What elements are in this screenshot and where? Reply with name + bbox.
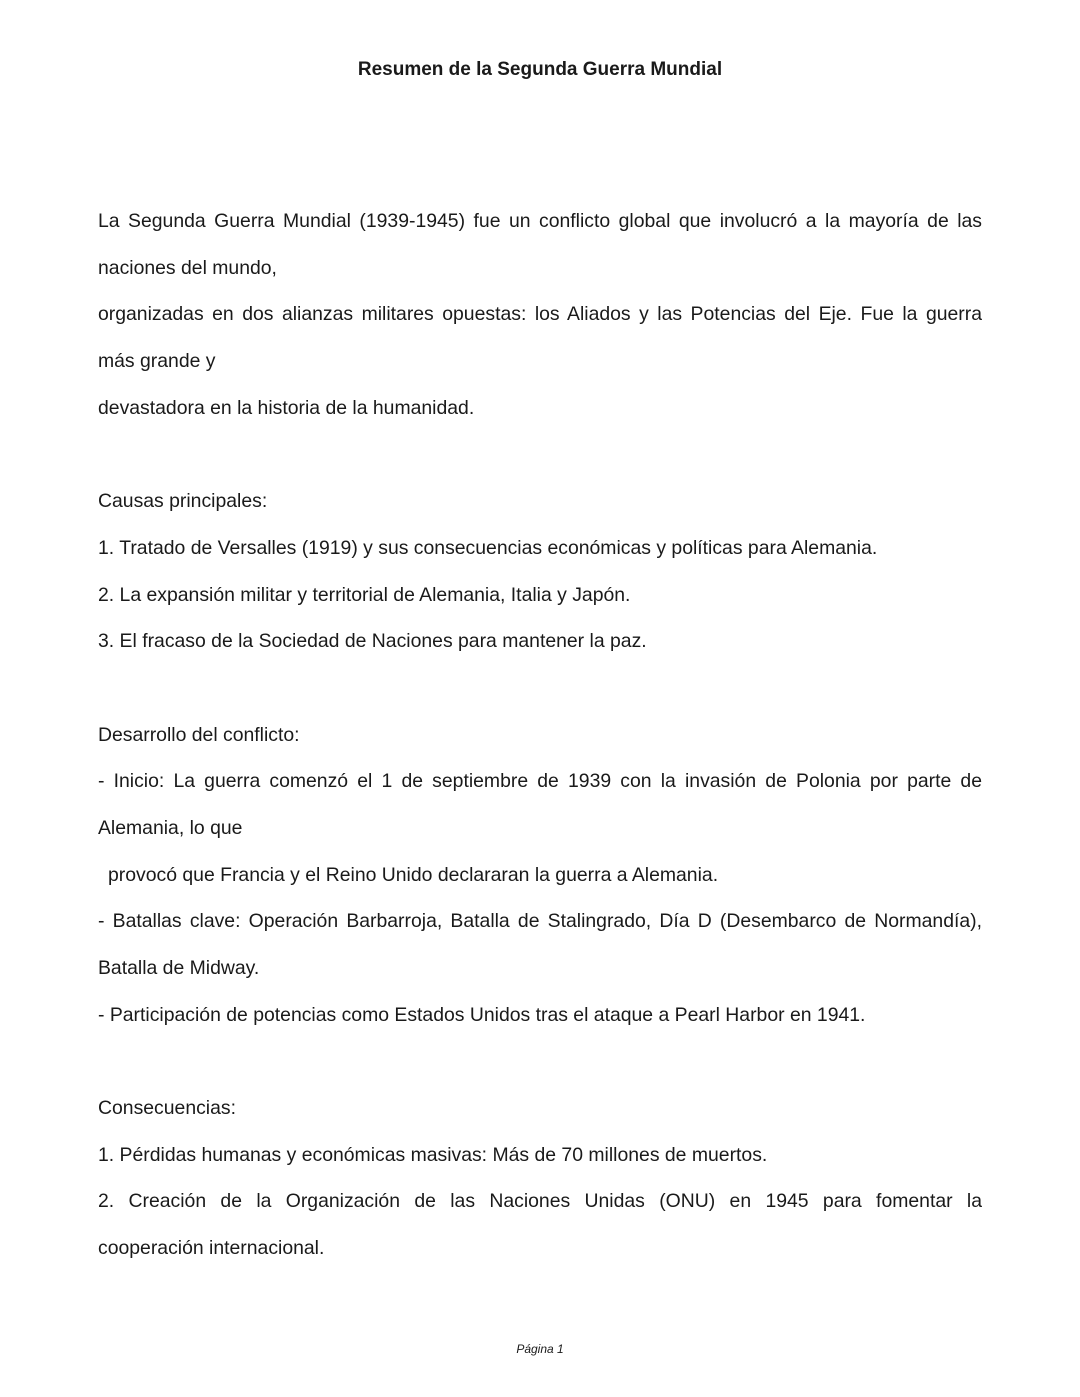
cause-item: 2. La expansión militar y territorial de Alemania, Italia y Japón. — [98, 583, 631, 606]
development-heading: Desarrollo del conflicto: — [98, 723, 300, 746]
development-line: provocó que Francia y el Reino Unido declararan la guerra a Alemania. — [108, 863, 719, 886]
intro-line: naciones del mundo, — [98, 256, 277, 279]
intro-line: más grande y — [98, 350, 216, 373]
intro-line: La Segunda Guerra Mundial (1939-1945) fue un conflicto global que involucró a la mayoría de las — [98, 210, 982, 232]
consequence-line: 2. Creación de la Organización de las Naciones Unidas (ONU) en 1945 para fomentar la — [98, 1190, 982, 1213]
development-line: - Batallas clave: Operación Barbarroja, Batalla de Stalingrado, Día D (Desembarco de Normandía), — [98, 910, 982, 933]
development-line: Batalla de Midway. — [98, 957, 260, 979]
cause-item: 3. El fracaso de la Sociedad de Naciones para mantener la paz. — [98, 630, 647, 653]
consequence-line: cooperación internacional. — [98, 1237, 325, 1260]
consequence-line: 1. Pérdidas humanas y económicas masivas: Más de 70 millones de muertos. — [98, 1143, 768, 1166]
document-body — [98, 198, 982, 1272]
development-line: - Inicio: La guerra comenzó el 1 de septiembre de 1939 con la invasión de Polonia por parte de — [98, 770, 982, 793]
cause-item: 1. Tratado de Versalles (1919) y sus consecuencias económicas y políticas para Alemania. — [98, 536, 878, 559]
development-line: - Participación de potencias como Estados Unidos tras el ataque a Pearl Harbor en 1941. — [98, 1003, 866, 1026]
intro-line: devastadora en la historia de la humanidad. — [98, 396, 475, 419]
intro-line: organizadas en dos alianzas militares opuestas: los Aliados y las Potencias del Eje. Fue la guerra — [98, 303, 982, 326]
page-number: Página 1 — [516, 1342, 564, 1356]
consequences-heading: Consecuencias: — [98, 1097, 236, 1120]
document-title: Resumen de la Segunda Guerra Mundial — [357, 59, 723, 80]
causes-heading: Causas principales: — [98, 490, 268, 513]
development-line: Alemania, lo que — [98, 816, 243, 839]
